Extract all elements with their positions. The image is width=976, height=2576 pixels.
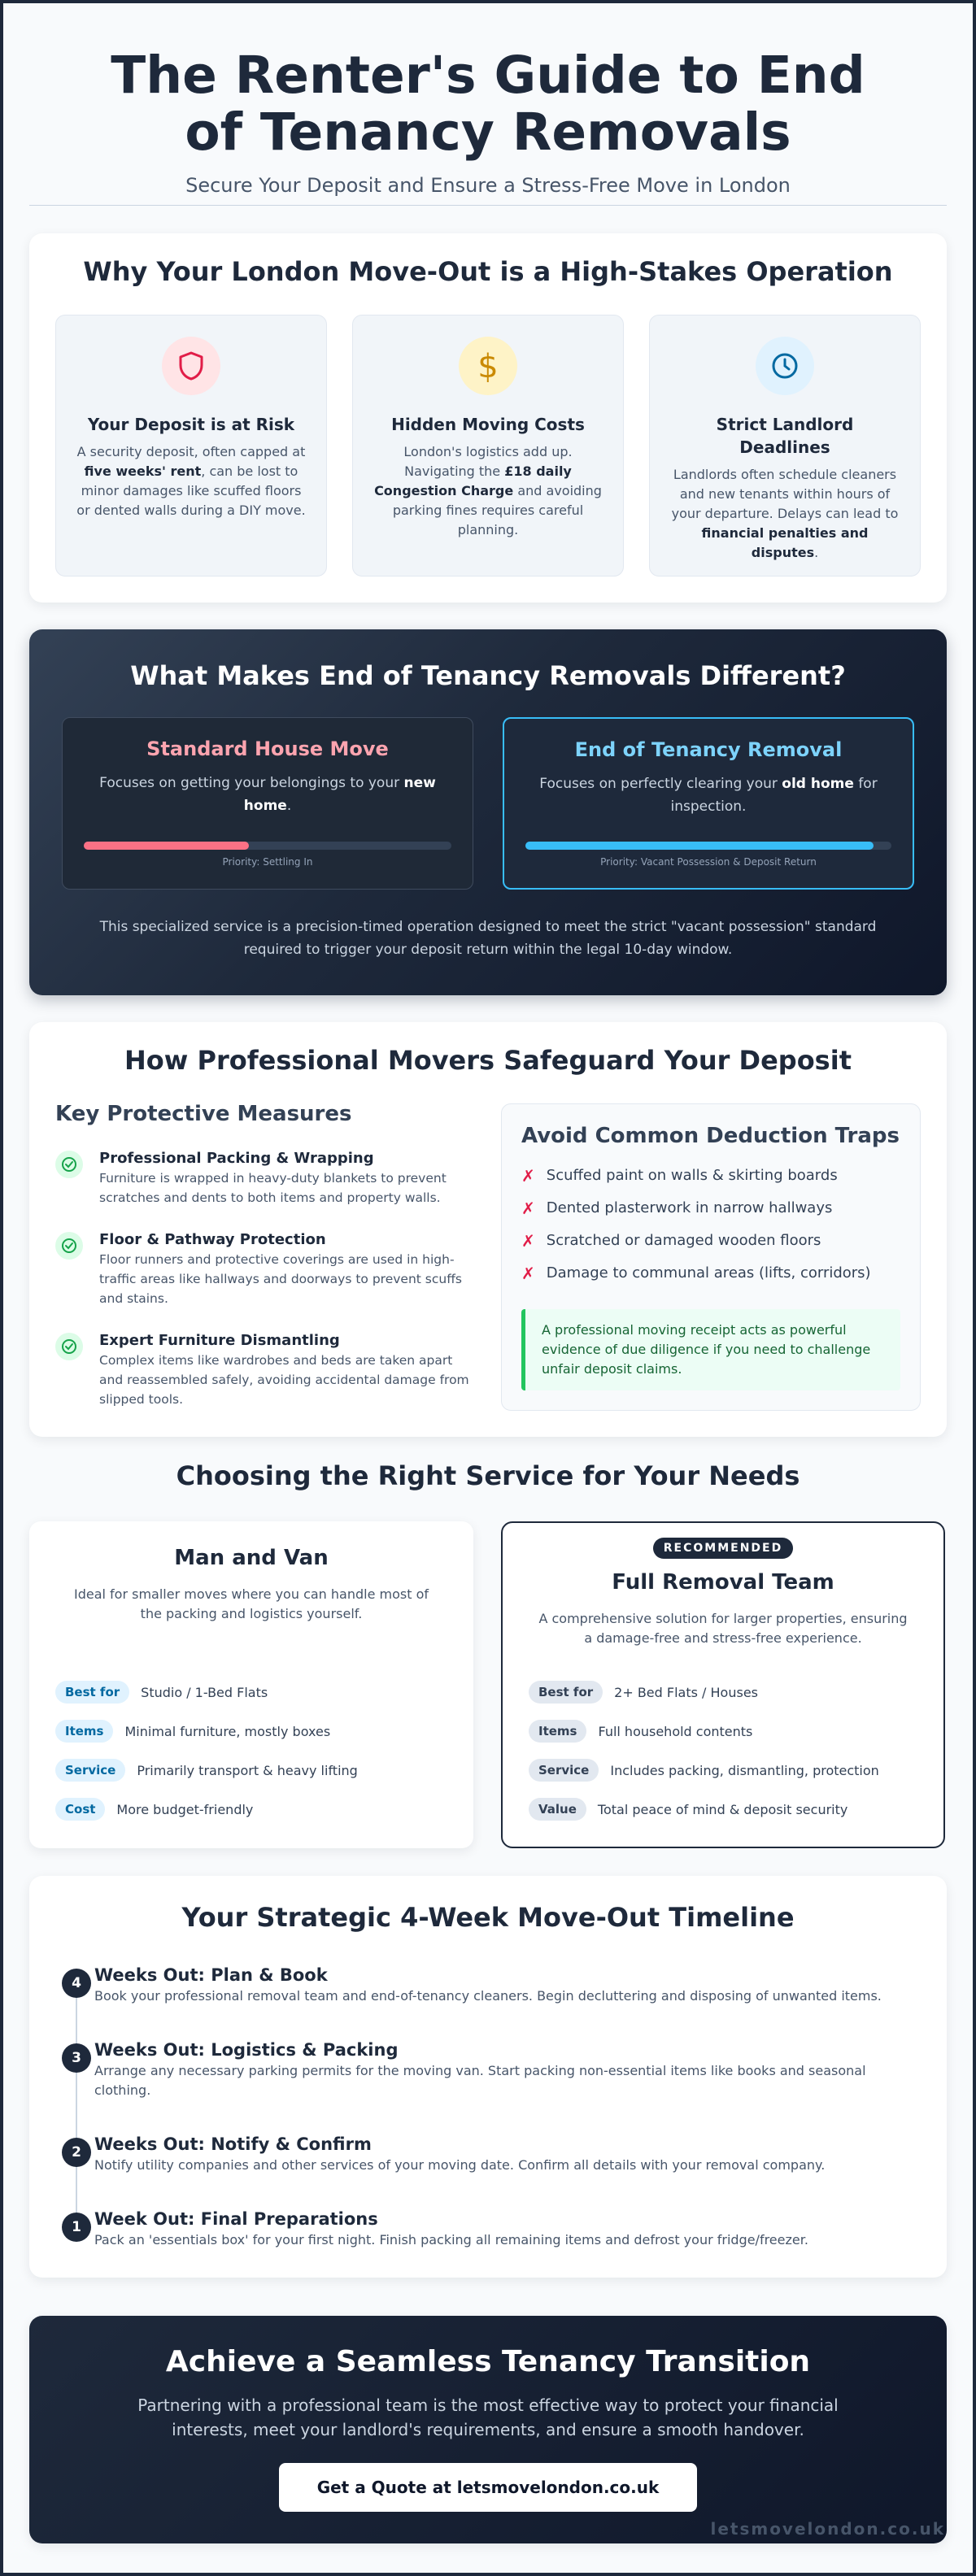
difference-title: What Makes End of Tenancy Removals Different?: [130, 660, 846, 691]
step-number: 3: [62, 2043, 91, 2073]
standard-move-card: [62, 717, 473, 890]
service-value: Includes packing, dismantling, protection: [610, 1762, 879, 1778]
eot-removal-card: [503, 717, 914, 890]
risk-text: London's logistics add up. Navigating the £18 daily Congestion Charge and avoiding parking fines requires careful planning.: [374, 444, 602, 537]
clock-icon: [756, 337, 814, 395]
service-row: [55, 1673, 447, 1712]
risk-text: Landlords often schedule cleaners and new tenants within hours of your departure. Delays can lead to financial penalties and disputes.: [671, 467, 899, 560]
full-removal-card: [501, 1521, 945, 1848]
service-value: Primarily transport & heavy lifting: [137, 1762, 358, 1778]
measure-text: Floor runners and protective coverings are used in high-traffic areas like hallways and doorways to prevent scuffs and stains.: [99, 1252, 462, 1306]
cross-icon: ✗: [521, 1166, 535, 1186]
page-title: The Renter's Guide to End of Tenancy Removals: [111, 46, 865, 162]
cross-icon: ✗: [521, 1231, 535, 1251]
measure-text: Furniture is wrapped in heavy-duty blankets to prevent scratches and dents to both items and property walls.: [99, 1171, 447, 1205]
service-row: [529, 1751, 917, 1790]
full-removal-title: Full Removal Team: [612, 1570, 834, 1595]
service-value: Studio / 1-Bed Flats: [141, 1684, 268, 1700]
man-and-van-card: [29, 1521, 473, 1848]
safeguard-title: How Professional Movers Safeguard Your Deposit: [124, 1045, 852, 1076]
safeguard-section: [29, 1022, 947, 1437]
timeline-item: [62, 2208, 914, 2250]
cta-section: [29, 2316, 947, 2543]
check-icon: [55, 1151, 83, 1178]
protective-measures: [55, 1102, 478, 1409]
measure-item: [55, 1149, 478, 1208]
cta-title: Achieve a Seamless Tenancy Transition: [165, 2345, 811, 2378]
eot-removal-text: Focuses on perfectly clearing your old home for inspection.: [539, 776, 878, 815]
risk-title: Hidden Moving Costs: [391, 415, 585, 434]
service-tag: Best for: [529, 1681, 603, 1704]
services-title: Choosing the Right Service for Your Needs: [176, 1460, 800, 1491]
risk-card-deadlines: [649, 315, 921, 577]
step-number: 4: [62, 1969, 91, 1998]
risk-card-deposit: [55, 315, 327, 577]
service-tag: Cost: [55, 1798, 105, 1821]
shield-icon: [162, 337, 220, 395]
risk-title: Strict Landlord Deadlines: [716, 415, 854, 457]
step-title: Week Out: Final Preparations: [94, 2209, 378, 2229]
measure-title: Professional Packing & Wrapping: [99, 1150, 374, 1167]
receipt-callout: A professional moving receipt acts as powerful evidence of due diligence if you need to challenge unfair deposit claims.: [521, 1309, 900, 1390]
difference-note: This specialized service is a precision-timed operation designed to meet the strict "vacant possession" standard required to trigger your deposit return within the legal 10-day window.: [99, 919, 877, 958]
cross-icon: ✗: [521, 1199, 535, 1218]
service-row: [55, 1751, 447, 1790]
measure-text: Complex items like wardrobes and beds are taken apart and reassembled safely, avoiding accidental damage from slipped tools.: [99, 1353, 469, 1407]
measure-item: [55, 1331, 478, 1409]
service-tag: Service: [529, 1759, 599, 1782]
check-icon: [55, 1232, 83, 1260]
trap-item: ✗ Scratched or damaged wooden floors: [521, 1225, 900, 1257]
site-watermark: letsmovelondon.co.uk: [710, 2519, 945, 2539]
step-text: Notify utility companies and other services of your moving date. Confirm all details with your removal company.: [94, 2157, 826, 2173]
full-removal-desc: A comprehensive solution for larger properties, ensuring a damage-free and stress-free experience.: [538, 1611, 908, 1646]
service-tag: Value: [529, 1798, 586, 1821]
measures-heading: Key Protective Measures: [55, 1102, 352, 1126]
dollar-icon: [459, 337, 517, 395]
get-quote-button[interactable]: Get a Quote at letsmovelondon.co.uk: [279, 2463, 697, 2512]
trap-item: ✗ Dented plasterwork in narrow hallways: [521, 1192, 900, 1225]
service-row: [55, 1790, 447, 1829]
cta-text: Partnering with a professional team is the most effective way to protect your financial interests, meet your landlord's requirements, and ensure a smooth handover.: [137, 2395, 839, 2439]
service-row: [529, 1712, 917, 1751]
step-text: Book your professional removal team and end-of-tenancy cleaners. Begin decluttering and disposing of unwanted items.: [94, 1988, 882, 2004]
service-value: Total peace of mind & deposit security: [597, 1801, 848, 1817]
risk-title: Your Deposit is at Risk: [87, 415, 295, 434]
timeline-title: Your Strategic 4-Week Move-Out Timeline: [181, 1902, 795, 1933]
trap-item: ✗ Damage to communal areas (lifts, corridors): [521, 1257, 900, 1290]
standard-priority-bar: [84, 842, 451, 850]
timeline-line: [76, 1982, 77, 2234]
measure-title: Floor & Pathway Protection: [99, 1231, 326, 1248]
step-number: 1: [62, 2213, 91, 2242]
eot-removal-title: End of Tenancy Removal: [574, 738, 843, 761]
measure-item: [55, 1230, 478, 1308]
risk-card-costs: [352, 315, 624, 577]
trap-item: ✗ Scuffed paint on walls & skirting boards: [521, 1160, 900, 1192]
standard-move-text: Focuses on getting your belongings to your new home.: [99, 775, 436, 814]
step-title: Weeks Out: Notify & Confirm: [94, 2134, 372, 2154]
service-value: More budget-friendly: [116, 1801, 254, 1817]
service-tag: Items: [529, 1720, 586, 1743]
service-tag: Items: [55, 1720, 113, 1743]
standard-priority-fill: [84, 842, 249, 850]
cross-icon: ✗: [521, 1264, 535, 1283]
step-title: Weeks Out: Logistics & Packing: [94, 2040, 399, 2060]
man-and-van-desc: Ideal for smaller moves where you can handle most of the packing and logistics yourself.: [73, 1586, 429, 1621]
timeline-item: [62, 2133, 914, 2175]
service-value: 2+ Bed Flats / Houses: [614, 1684, 758, 1700]
eot-priority-caption: Priority: Vacant Possession & Deposit Return: [600, 856, 817, 868]
service-row: [529, 1790, 917, 1829]
man-and-van-title: Man and Van: [174, 1546, 329, 1570]
recommended-badge: RECOMMENDED: [653, 1538, 793, 1559]
step-text: Arrange any necessary parking permits for the moving van. Start packing non-essential items like books and seasonal clothing.: [94, 2063, 866, 2098]
service-row: [55, 1712, 447, 1751]
risk-text: A security deposit, often capped at five weeks' rent, can be lost to minor damages like scuffed floors or dented walls during a DIY move.: [76, 444, 306, 518]
timeline-section: [29, 1876, 947, 2278]
svg-text:$: $: [477, 348, 499, 384]
measure-title: Expert Furniture Dismantling: [99, 1332, 340, 1349]
difference-section: [29, 629, 947, 995]
step-text: Pack an 'essentials box' for your first night. Finish packing all remaining items and defrost your fridge/freezer.: [94, 2232, 808, 2247]
page-subtitle: Secure Your Deposit and Ensure a Stress-Free Move in London: [185, 174, 791, 197]
step-number: 2: [62, 2138, 91, 2167]
timeline-item: [62, 1964, 914, 2006]
step-title: Weeks Out: Plan & Book: [94, 1965, 328, 1985]
eot-priority-fill: [525, 842, 874, 850]
service-value: Minimal furniture, mostly boxes: [124, 1723, 331, 1739]
service-tag: Service: [55, 1759, 125, 1782]
standard-move-title: Standard House Move: [146, 738, 389, 760]
check-icon: [55, 1333, 83, 1360]
service-value: Full household contents: [598, 1723, 753, 1739]
deduction-traps-box: [501, 1103, 921, 1411]
service-row: [529, 1673, 917, 1712]
stakes-section: [29, 233, 947, 603]
standard-priority-caption: Priority: Settling In: [222, 856, 313, 868]
stakes-title: Why Your London Move-Out is a High-Stakes Operation: [83, 256, 893, 287]
service-tag: Best for: [55, 1681, 129, 1704]
eot-priority-bar: [525, 842, 891, 850]
timeline-item: [62, 2039, 914, 2100]
header-divider: [29, 205, 947, 206]
page-header: [29, 47, 947, 197]
traps-heading: Avoid Common Deduction Traps: [521, 1124, 900, 1148]
